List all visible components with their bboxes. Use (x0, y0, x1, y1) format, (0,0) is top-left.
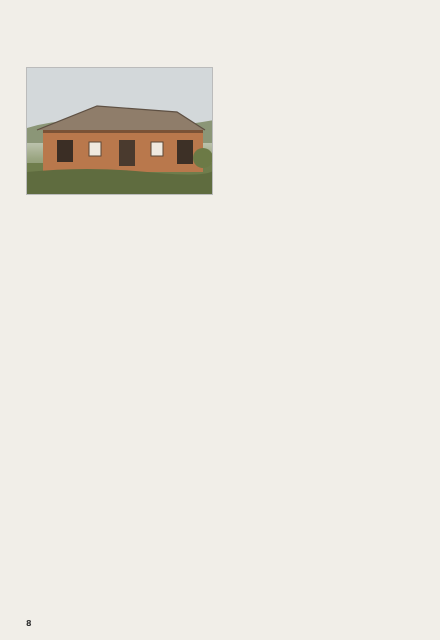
photo-figure (26, 64, 213, 195)
page-footer (26, 619, 40, 628)
house-photo (26, 67, 213, 195)
page-number: 8 (26, 619, 32, 628)
right-column (231, 38, 418, 614)
house-illustration (27, 68, 213, 195)
left-column (26, 38, 213, 614)
